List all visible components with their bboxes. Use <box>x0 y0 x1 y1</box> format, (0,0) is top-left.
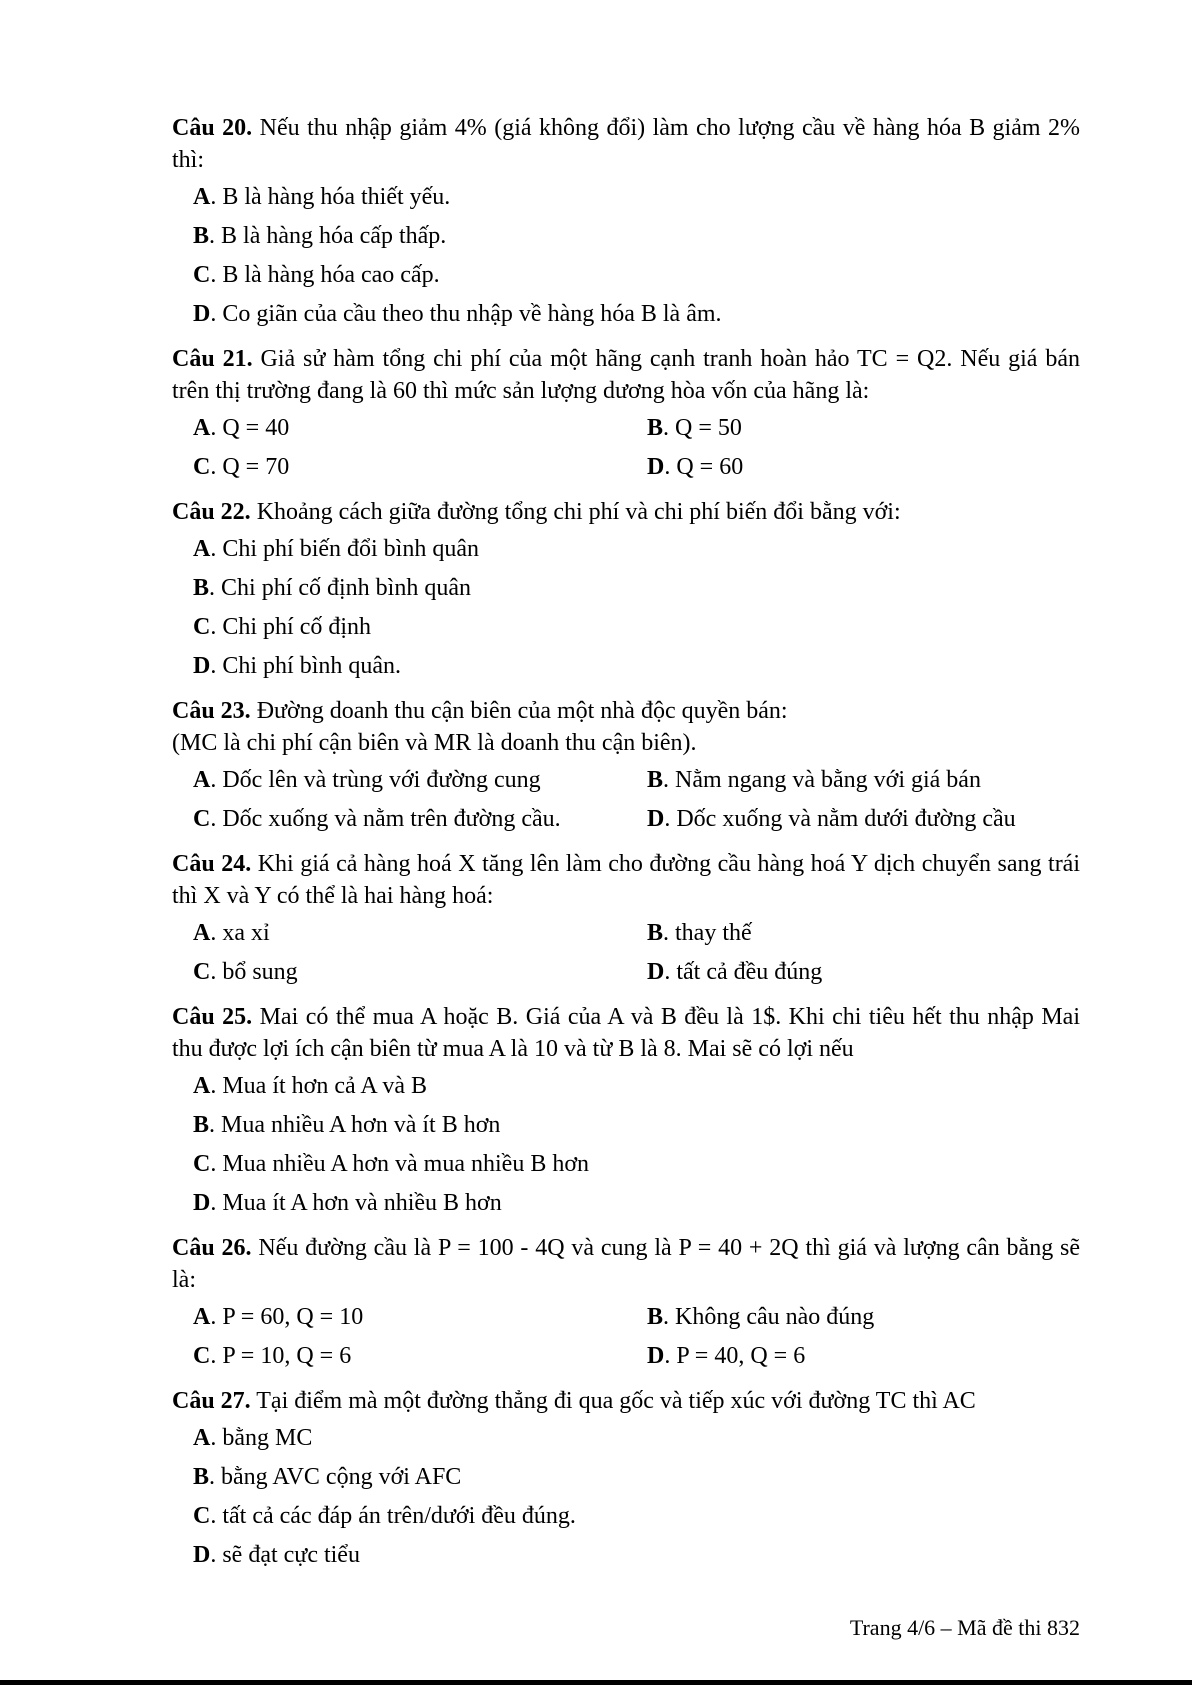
answer-option-c[interactable] <box>193 1148 1080 1187</box>
question-label: Câu 20. <box>172 115 253 141</box>
question-text: Giả sử hàm tổng chi phí của một hãng cạnh tranh hoàn hảo TC = Q2. Nếu giá bán trên thị trường đang là 60 thì mức sản lượng dương hòa vốn của hãng là: <box>172 346 1081 404</box>
option-letter: A <box>193 184 211 210</box>
answer-option-c[interactable] <box>193 956 647 995</box>
option-text: . Mua nhiều A hơn và mua nhiều B hơn <box>210 1151 590 1177</box>
question-label: Câu 25. <box>172 1004 253 1030</box>
bottom-rule <box>0 1680 1192 1685</box>
option-text: . P = 10, Q = 6 <box>210 1343 352 1369</box>
option-text: . sẽ đạt cực tiểu <box>210 1542 360 1568</box>
question-label: Câu 26. <box>172 1235 252 1261</box>
answer-option-c[interactable] <box>193 1340 647 1379</box>
question-22 <box>172 496 1080 689</box>
answer-option-b[interactable] <box>193 1109 1080 1148</box>
answer-option-d[interactable] <box>193 298 1080 337</box>
option-text: . Chi phí biến đổi bình quân <box>210 536 479 562</box>
option-letter: D <box>647 959 665 985</box>
option-text: . thay thế <box>663 920 752 946</box>
exam-page <box>172 112 1080 1584</box>
option-text: . P = 60, Q = 10 <box>210 1304 364 1330</box>
option-letter: A <box>193 767 211 793</box>
answer-option-d[interactable] <box>647 451 1101 490</box>
question-text: Mai có thể mua A hoặc B. Giá của A và B đều là 1$. Khi chi tiêu hết thu nhập Mai thu được lợi ích cận biên từ mua A là 10 và từ B là 8. Mai sẽ có lợi nếu <box>172 1004 1080 1062</box>
option-text: . Chi phí bình quân. <box>210 653 402 679</box>
option-text: . Q = 60 <box>664 454 744 480</box>
option-text: . Q = 50 <box>663 415 742 441</box>
answer-option-d[interactable] <box>193 1187 1080 1226</box>
option-letter: C <box>193 959 211 985</box>
option-text: . Mua ít hơn cả A và B <box>210 1073 428 1099</box>
option-letter: A <box>193 920 211 946</box>
question-text: Khoảng cách giữa đường tổng chi phí và chi phí biến đổi bằng với: <box>250 499 901 525</box>
option-letter: C <box>193 454 211 480</box>
option-letter: D <box>193 1190 211 1216</box>
answer-options <box>193 1301 1080 1379</box>
answer-option-a[interactable] <box>193 412 647 451</box>
option-letter: C <box>193 614 211 640</box>
option-text: . tất cả các đáp án trên/dưới đều đúng. <box>210 1503 576 1529</box>
answer-option-c[interactable] <box>193 803 647 842</box>
answer-option-b[interactable] <box>193 220 1080 259</box>
question-text: Khi giá cả hàng hoá X tăng lên làm cho đường cầu hàng hoá Y dịch chuyển sang trái thì X và Y có thể là hai hàng hoá: <box>172 851 1080 909</box>
answer-option-a[interactable] <box>193 1301 647 1340</box>
answer-option-b[interactable] <box>647 1301 1101 1340</box>
question-27 <box>172 1385 1080 1578</box>
option-text: . Q = 70 <box>210 454 290 480</box>
question-label: Câu 27. <box>172 1388 251 1414</box>
option-text: . Chi phí cố định <box>210 614 372 640</box>
option-letter: B <box>647 1304 664 1330</box>
answer-option-c[interactable] <box>193 611 1080 650</box>
question-stem <box>172 112 1080 176</box>
question-stem <box>172 343 1080 407</box>
question-21 <box>172 343 1080 490</box>
answer-option-a[interactable] <box>193 1422 1080 1461</box>
option-letter: A <box>193 1304 211 1330</box>
option-letter: C <box>193 1151 211 1177</box>
answer-option-c[interactable] <box>193 1500 1080 1539</box>
question-stem <box>172 695 1080 759</box>
option-letter: A <box>193 415 211 441</box>
answer-option-b[interactable] <box>647 764 1101 803</box>
option-letter: D <box>193 301 211 327</box>
option-text: . Nằm ngang và bằng với giá bán <box>663 767 981 793</box>
question-text: Nếu đường cầu là P = 100 - 4Q và cung là P = 40 + 2Q thì giá và lượng cân bằng sẽ là: <box>172 1235 1081 1293</box>
answer-option-d[interactable] <box>193 1539 1080 1578</box>
answer-options <box>172 181 1080 337</box>
option-text: . B là hàng hóa cấp thấp. <box>209 223 447 249</box>
answer-option-a[interactable] <box>193 917 647 956</box>
option-letter: C <box>193 806 211 832</box>
option-letter: B <box>193 1464 210 1490</box>
option-letter: D <box>647 806 665 832</box>
option-letter: C <box>193 1503 211 1529</box>
option-text: . Mua ít A hơn và nhiều B hơn <box>210 1190 502 1216</box>
question-text: Tại điểm mà một đường thẳng đi qua gốc và tiếp xúc với đường TC thì AC <box>250 1388 976 1414</box>
answer-option-c[interactable] <box>193 259 1080 298</box>
option-text: . Dốc xuống và nằm dưới đường cầu <box>664 806 1016 832</box>
option-letter: B <box>647 920 664 946</box>
question-24 <box>172 848 1080 995</box>
answer-option-b[interactable] <box>647 917 1101 956</box>
option-text: . Dốc xuống và nằm trên đường cầu. <box>210 806 561 832</box>
option-text: . bổ sung <box>210 959 298 985</box>
question-20 <box>172 112 1080 337</box>
option-letter: D <box>193 653 211 679</box>
option-text: . Co giãn của cầu theo thu nhập về hàng hóa B là âm. <box>210 301 722 327</box>
question-label: Câu 21. <box>172 346 253 372</box>
page-footer: Trang 4/6 – Mã đề thi 832 <box>849 1615 1080 1640</box>
option-letter: C <box>193 1343 211 1369</box>
question-text: Đường doanh thu cận biên của một nhà độc quyền bán: <box>250 698 788 724</box>
option-text: . B là hàng hóa thiết yếu. <box>210 184 451 210</box>
answer-options <box>193 764 1080 842</box>
answer-option-b[interactable] <box>193 1461 1080 1500</box>
option-letter: D <box>647 454 665 480</box>
question-note: (MC là chi phí cận biên và MR là doanh thu cận biên). <box>172 730 697 756</box>
answer-option-a[interactable] <box>193 1070 1080 1109</box>
answer-options <box>193 917 1080 995</box>
question-25 <box>172 1001 1080 1226</box>
option-text: . B là hàng hóa cao cấp. <box>210 262 440 288</box>
option-text: . bằng MC <box>210 1425 313 1451</box>
option-text: . Dốc lên và trùng với đường cung <box>210 767 541 793</box>
answer-option-d[interactable] <box>647 803 1101 842</box>
answer-options <box>172 1422 1080 1578</box>
question-label: Câu 23. <box>172 698 251 724</box>
question-26 <box>172 1232 1080 1379</box>
option-letter: B <box>193 223 210 249</box>
question-stem <box>172 1001 1080 1065</box>
option-letter: B <box>647 767 664 793</box>
answer-option-d[interactable] <box>647 956 1101 995</box>
question-text: Nếu thu nhập giảm 4% (giá không đổi) làm cho lượng cầu về hàng hóa B giảm 2% thì: <box>172 115 1081 173</box>
option-letter: A <box>193 536 211 562</box>
answer-option-d[interactable] <box>647 1340 1101 1379</box>
option-text: . bằng AVC cộng với AFC <box>209 1464 462 1490</box>
answer-option-a[interactable] <box>193 764 647 803</box>
option-letter: D <box>193 1542 211 1568</box>
option-text: . P = 40, Q = 6 <box>664 1343 806 1369</box>
option-letter: B <box>647 415 664 441</box>
answer-option-d[interactable] <box>193 650 1080 689</box>
option-letter: A <box>193 1425 211 1451</box>
option-text: . Chi phí cố định bình quân <box>209 575 471 601</box>
question-stem <box>172 496 1080 528</box>
option-letter: B <box>193 1112 210 1138</box>
option-text: . Mua nhiều A hơn và ít B hơn <box>209 1112 501 1138</box>
question-label: Câu 24. <box>172 851 252 877</box>
option-letter: A <box>193 1073 211 1099</box>
option-text: . tất cả đều đúng <box>664 959 823 985</box>
option-letter: C <box>193 262 211 288</box>
question-23 <box>172 695 1080 842</box>
question-stem <box>172 1232 1080 1296</box>
answer-option-a[interactable] <box>193 533 1080 572</box>
answer-options <box>172 1070 1080 1226</box>
option-text: . Q = 40 <box>210 415 290 441</box>
question-stem <box>172 848 1080 912</box>
answer-option-c[interactable] <box>193 451 647 490</box>
question-stem <box>172 1385 1080 1417</box>
answer-option-b[interactable] <box>647 412 1101 451</box>
option-text: . Không câu nào đúng <box>663 1304 875 1330</box>
answer-options <box>193 412 1080 490</box>
answer-options <box>172 533 1080 689</box>
answer-option-a[interactable] <box>193 181 1080 220</box>
option-letter: D <box>647 1343 665 1369</box>
option-letter: B <box>193 575 210 601</box>
answer-option-b[interactable] <box>193 572 1080 611</box>
option-text: . xa xỉ <box>210 920 270 946</box>
question-label: Câu 22. <box>172 499 251 525</box>
